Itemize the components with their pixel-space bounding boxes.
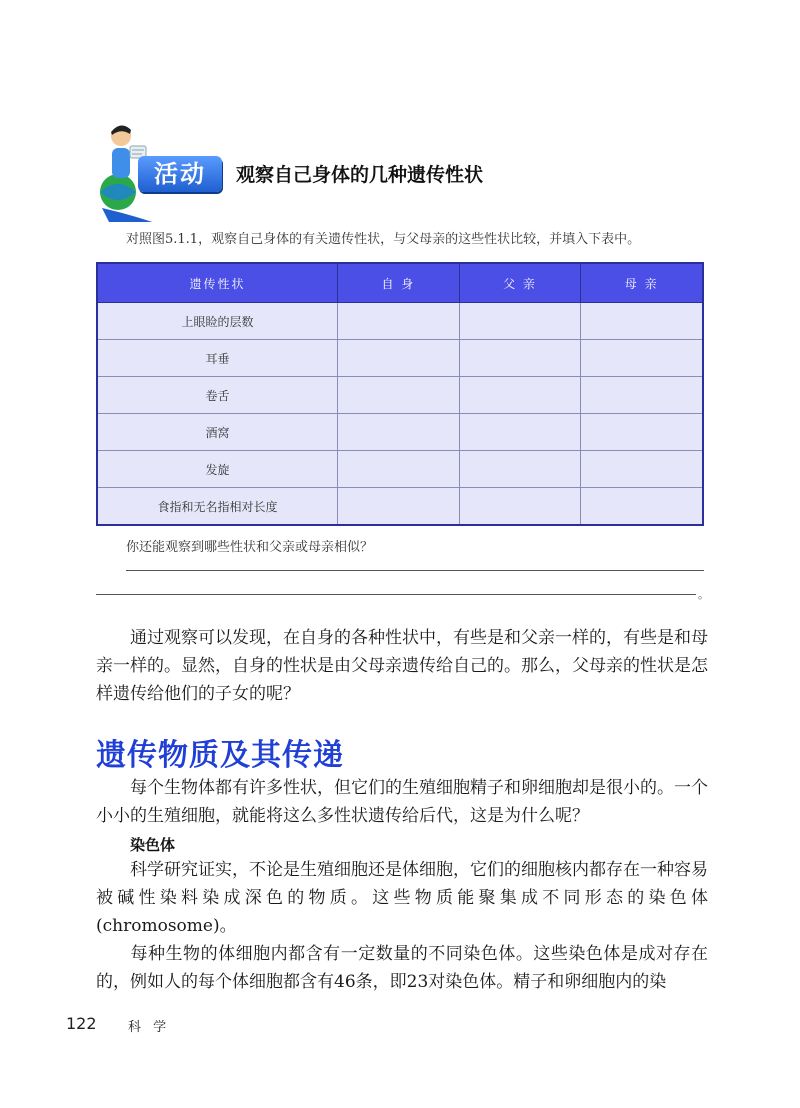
- answer-line[interactable]: [126, 570, 704, 571]
- self-cell[interactable]: [338, 340, 460, 377]
- paragraph-text: 每个生物体都有许多性状，但它们的生殖细胞精子和卵细胞却是很小的。一个小小的生殖细胞，就能将这么多性状遗传给后代，这是为什么呢？: [96, 778, 708, 826]
- trait-label: 耳垂: [97, 340, 338, 377]
- activity-instruction: 对照图5.1.1，观察自己身体的有关遗传性状，与父母亲的这些性状比较，并填入下表中。: [126, 232, 641, 247]
- father-cell[interactable]: [459, 488, 581, 526]
- father-cell[interactable]: [459, 414, 581, 451]
- activity-title: 观察自己身体的几种遗传性状: [236, 164, 484, 186]
- self-cell[interactable]: [338, 303, 460, 340]
- mother-cell[interactable]: [581, 414, 703, 451]
- paragraph-text: 通过观察可以发现，在自身的各种性状中，有些是和父亲一样的，有些是和母亲一样的。显然，自身的性状是由父母亲遗传给自己的。那么，父母亲的性状是怎样遗传给他们的子女的呢？: [96, 628, 708, 704]
- header-self: 自 身: [338, 263, 460, 303]
- table-row: [97, 303, 703, 340]
- activity-badge: 活动: [138, 156, 222, 192]
- self-cell[interactable]: [338, 414, 460, 451]
- self-cell[interactable]: [338, 488, 460, 526]
- trait-label: 上眼睑的层数: [97, 303, 338, 340]
- header-mother: 母 亲: [581, 263, 703, 303]
- trait-label: 发旋: [97, 451, 338, 488]
- follow-up-question: 你还能观察到哪些性状和父亲或母亲相似？: [126, 540, 374, 555]
- sub-heading: 染色体: [130, 836, 176, 854]
- mother-cell[interactable]: [581, 303, 703, 340]
- father-cell[interactable]: [459, 377, 581, 414]
- mother-cell[interactable]: [581, 340, 703, 377]
- father-cell[interactable]: [459, 340, 581, 377]
- answer-line[interactable]: [96, 594, 696, 595]
- header-father: 父 亲: [459, 263, 581, 303]
- trait-label: 食指和无名指相对长度: [97, 488, 338, 526]
- table-row: [97, 488, 703, 526]
- footer-subject: 科 学: [128, 1020, 171, 1035]
- self-cell[interactable]: [338, 451, 460, 488]
- header-trait: 遗传性状: [97, 263, 338, 303]
- trait-label: 卷舌: [97, 377, 338, 414]
- body-paragraph: [96, 774, 708, 830]
- paragraph-text: 每种生物的体细胞内都含有一定数量的不同染色体。这些染色体是成对存在的，例如人的每个体细胞都含有46条，即23对染色体。精子和卵细胞内的染: [96, 944, 708, 992]
- table-row: [97, 377, 703, 414]
- father-cell[interactable]: [459, 451, 581, 488]
- mother-cell[interactable]: [581, 451, 703, 488]
- mother-cell[interactable]: [581, 488, 703, 526]
- trait-comparison-table: [96, 262, 704, 526]
- father-cell[interactable]: [459, 303, 581, 340]
- self-cell[interactable]: [338, 377, 460, 414]
- body-paragraph: [96, 856, 708, 940]
- trait-label: 酒窝: [97, 414, 338, 451]
- body-paragraph: [96, 624, 708, 708]
- page-number: 122: [66, 1014, 97, 1033]
- mother-cell[interactable]: [581, 377, 703, 414]
- answer-end-mark: 。: [698, 588, 709, 601]
- body-paragraph: [96, 940, 708, 996]
- table-row: [97, 340, 703, 377]
- table-row: [97, 414, 703, 451]
- table-row: [97, 451, 703, 488]
- paragraph-text: 科学研究证实，不论是生殖细胞还是体细胞，它们的细胞核内都存在一种容易被碱性染料染成深色的物质。这些物质能聚集成不同形态的染色体(chromosome)。: [96, 860, 708, 936]
- table-header-row: [97, 263, 703, 303]
- section-heading: 遗传物质及其传递: [96, 738, 344, 773]
